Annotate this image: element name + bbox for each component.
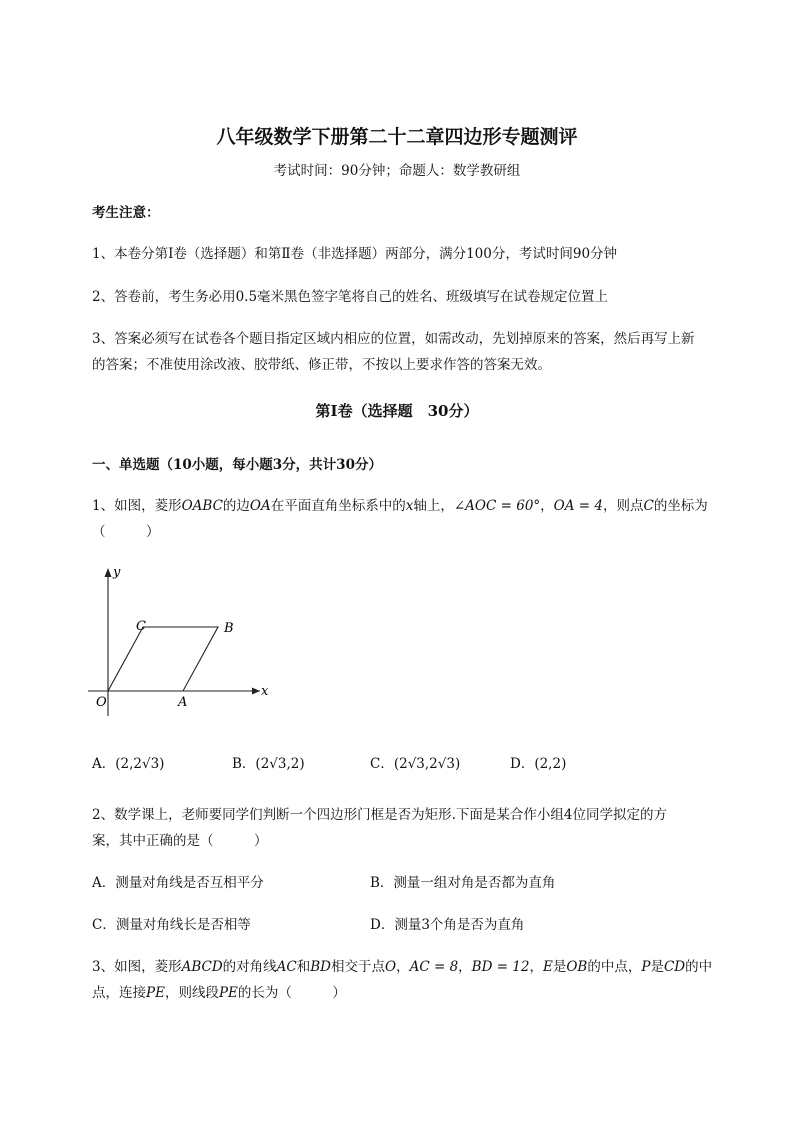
label-a: A (178, 695, 188, 710)
label-x: x (261, 684, 269, 699)
label-o: O (96, 695, 107, 710)
rhombus-oabc (108, 627, 218, 691)
part-title: 一、单选题（10小题，每小题3分，共计30分） (92, 457, 382, 473)
question-2-text-continued: 案，其中正确的是（ ） (92, 833, 268, 849)
question-1-option-a[interactable]: A．(2,2√3) (92, 756, 165, 772)
x-axis-arrow (252, 688, 260, 695)
question-2-option-c[interactable]: C．测量对角线长是否相等 (92, 917, 251, 933)
question-2-option-d[interactable]: D．测量3个角是否为直角 (370, 917, 525, 933)
question-3-text-continued: 点，连接PE，则线段PE的长为（ ） (92, 985, 346, 1001)
question-1-option-b[interactable]: B．(2√3,2) (232, 756, 305, 772)
question-1-option-d[interactable]: D．(2,2) (510, 756, 567, 772)
exam-title: 八年级数学下册第二十二章四边形专题测评 (216, 126, 578, 148)
question-2-option-b[interactable]: B．测量一组对角是否都为直角 (370, 875, 556, 891)
section-title: 第I卷（选择题 30分） (315, 402, 479, 420)
notice-item-2: 2、答卷前，考生务必用0.5毫米黑色签字笔将自己的姓名、班级填写在试卷规定位置上 (92, 289, 609, 305)
notice-item-3: 3、答案必须写在试卷各个题目指定区域内相应的位置，如需改动，先划掉原来的答案，然后再写上新 (92, 331, 695, 347)
question-1-option-c[interactable]: C．(2√3,2√3) (370, 756, 461, 772)
rhombus-figure (88, 560, 278, 720)
exam-subtitle: 考试时间：90分钟；命题人：数学教研组 (273, 163, 521, 179)
notice-heading: 考生注意： (92, 205, 160, 221)
notice-item-1: 1、本卷分第I卷（选择题）和第Ⅱ卷（非选择题）两部分，满分100分，考试时间90分钟 (92, 246, 618, 262)
notice-item-3-continued: 的答案；不准使用涂改液、胶带纸、修正带，不按以上要求作答的答案无效。 (92, 357, 551, 373)
label-c: C (136, 619, 146, 634)
y-axis-arrow (105, 568, 112, 577)
question-1-text: 1、如图，菱形OABC的边OA在平面直角坐标系中的x轴上，∠AOC = 60°，OA = 4，则点C的坐标为 (92, 498, 708, 514)
question-1-blank: （ ） (92, 524, 160, 540)
question-3-text: 3、如图，菱形ABCD的对角线AC和BD相交于点O，AC = 8，BD = 12，E是OB的中点，P是CD的中 (92, 959, 713, 975)
question-2-text: 2、数学课上，老师要同学们判断一个四边形门框是否为矩形.下面是某合作小组4位同学拟定的方 (92, 807, 667, 823)
question-2-option-a[interactable]: A．测量对角线是否互相平分 (92, 875, 264, 891)
label-y: y (113, 565, 121, 580)
label-b: B (224, 621, 234, 636)
